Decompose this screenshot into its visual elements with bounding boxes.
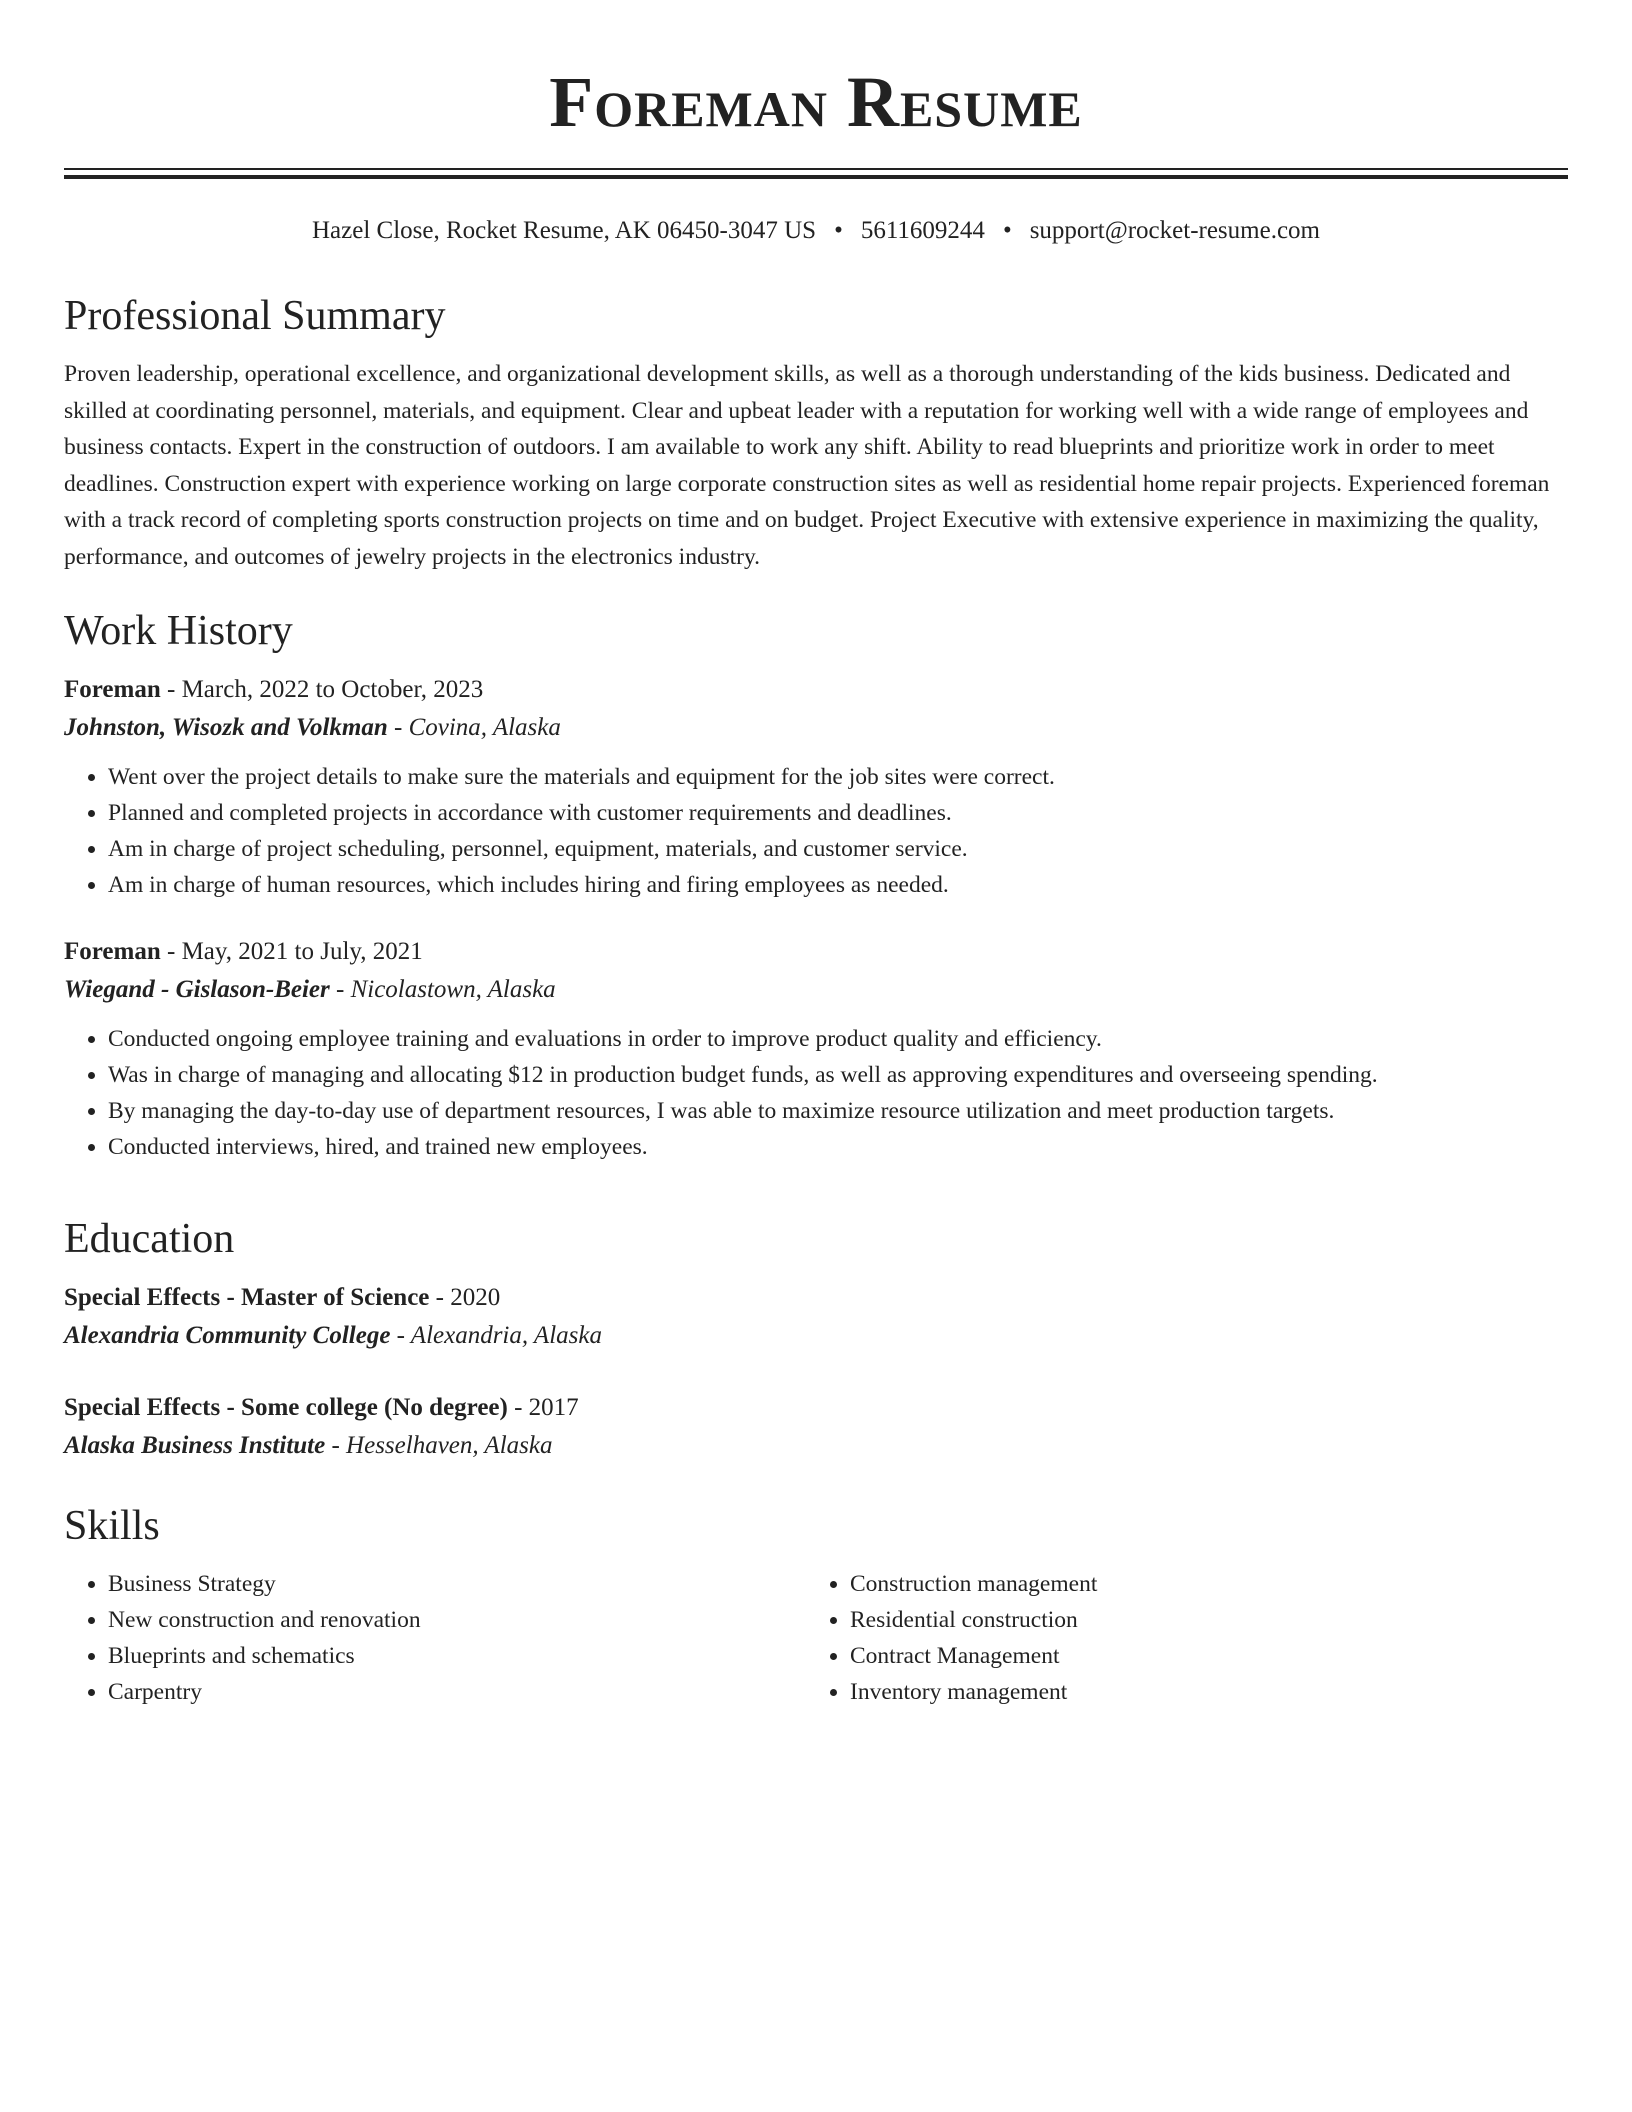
education-location: - Alexandria, Alaska [390,1322,602,1349]
skill-item: • Contract Management [850,1638,1548,1674]
job-bullet: • Planned and completed projects in accordance with customer requirements and deadlines. [108,795,1568,831]
contact-address: Hazel Close, Rocket Resume, AK 06450-3047 US [311,217,817,244]
education-school: Alexandria Community College [64,1322,391,1349]
education-school-line [64,1317,1568,1355]
job-dates: - March, 2022 to October, 2023 [160,676,484,703]
education-heading: Education [64,1216,235,1262]
education-degree: Special Effects - Master of Science [64,1284,430,1311]
job-bullets [64,1021,1568,1165]
job-bullets [64,759,1568,903]
job-title-line [64,671,1568,709]
job-bullet: • Am in charge of human resources, which includes hiring and firing employees as needed. [108,867,1568,903]
education-entry [64,1389,1568,1465]
work-history-section [64,605,1568,1165]
skills-column-right [806,1566,1548,1710]
education-school-line [64,1427,1568,1465]
title-divider-thin [64,168,1568,170]
skill-item: • Carpentry [108,1674,806,1710]
title-divider-thick [64,175,1568,179]
job-company-line [64,709,1568,747]
skill-item: • New construction and renovation [108,1602,806,1638]
education-location: - Hesselhaven, Alaska [325,1432,553,1459]
job-entry [64,671,1568,903]
job-bullet: • By managing the day-to-day use of department resources, I was able to maximize resource utilization and meet production targets. [108,1093,1568,1129]
job-title: Foreman [64,938,161,965]
job-entry [64,933,1568,1165]
education-year: - 2020 [429,1284,501,1311]
work-history-heading: Work History [64,608,293,654]
job-bullet: • Went over the project details to make sure the materials and equipment for the job sites were correct. [108,759,1568,795]
job-company-line [64,971,1568,1009]
job-location: - Covina, Alaska [387,714,561,741]
education-school: Alaska Business Institute [64,1432,326,1459]
summary-section [64,290,1568,575]
job-bullet: • Conducted interviews, hired, and trained new employees. [108,1129,1568,1165]
education-degree: Special Effects - Some college (No degree) [64,1394,508,1421]
contact-line [64,214,1568,248]
skill-item: • Residential construction [850,1602,1548,1638]
education-section [64,1213,1568,1465]
education-year: - 2017 [507,1394,579,1421]
job-location: - Nicolastown, Alaska [329,976,556,1003]
education-degree-line [64,1279,1568,1317]
job-title: Foreman [64,676,161,703]
job-bullet: • Conducted ongoing employee training and evaluations in order to improve product quality and efficiency. [108,1021,1568,1057]
skills-grid [64,1566,1568,1710]
job-company: Wiegand - Gislason-Beier [64,976,330,1003]
job-bullet: • Was in charge of managing and allocating $12 in production budget funds, as well as approving expenditures and overseeing spending. [108,1057,1568,1093]
contact-email: support@rocket-resume.com [1029,217,1320,244]
contact-phone: 5611609244 [860,217,985,244]
skills-heading: Skills [64,1503,160,1549]
summary-text: Proven leadership, operational excellence, and organizational development skills, as well as a thorough understanding of the kids business. Dedicated and skilled at coordinating personnel, materials, and equipment. Clear and upbeat leader with a reputation for working well with a wide range of employees and business contacts. Expert in the construction of outdoors. I am available to work any shift. Ability to read blueprints and prioritize work in order to meet deadlines. Construction expert with experience working on large corporate construction sites as well as residential home repair projects. Experienced foreman with a track record of completing sports construction projects on time and on budget. Project Executive with extensive experience in maximizing the quality, performance, and outcomes of jewelry projects in the electronics industry. [64,361,1550,570]
skill-item: • Construction management [850,1566,1548,1602]
resume-title: Foreman Resume [549,62,1083,142]
job-company: Johnston, Wisozk and Volkman [64,714,388,741]
skills-section [64,1500,1568,1710]
job-title-line [64,933,1568,971]
skill-item: • Business Strategy [108,1566,806,1602]
contact-separator: • [1002,217,1012,244]
contact-separator: • [834,217,843,244]
education-degree-line [64,1389,1568,1427]
skill-item: • Inventory management [850,1674,1548,1710]
skills-column-left [64,1566,806,1710]
skill-item: • Blueprints and schematics [108,1638,806,1674]
summary-heading: Professional Summary [64,293,446,339]
education-entry [64,1279,1568,1355]
job-dates: - May, 2021 to July, 2021 [160,938,423,965]
job-bullet: • Am in charge of project scheduling, personnel, equipment, materials, and customer service. [108,831,1568,867]
